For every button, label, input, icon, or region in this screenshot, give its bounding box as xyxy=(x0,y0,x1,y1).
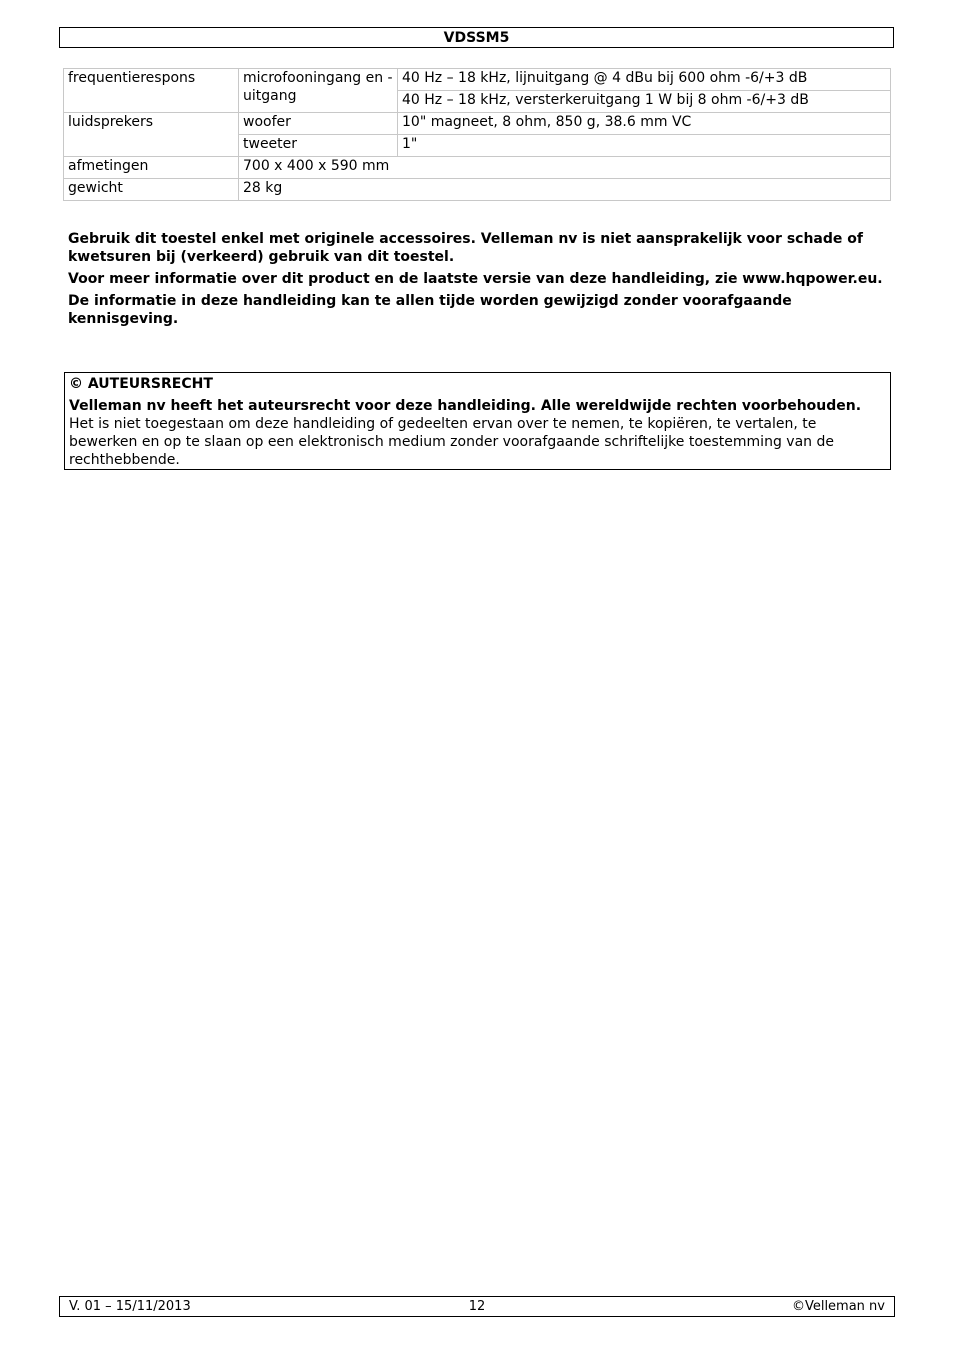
page-header xyxy=(59,27,894,48)
spec-label-dimensions: afmetingen xyxy=(64,157,239,179)
copyright-body: Het is niet toegestaan om deze handleiding of gedeelten ervan over te nemen, te kopiëren, te vertalen, te bewerken en op te slaan op een elektronisch medium zonder voorafgaande schriftelijke toestemming van de rechthebbende. xyxy=(69,416,834,468)
note-more-info: Voor meer informatie over dit product en de laatste versie van deze handleiding, zie www.hqpower.eu. xyxy=(68,271,883,287)
note-changes: De informatie in deze handleiding kan te allen tijde worden gewijzigd zonder voorafgaande kennisgeving. xyxy=(68,293,792,327)
spec-label-frequency: frequentierespons xyxy=(64,69,239,113)
footer-page-number: 12 xyxy=(468,1299,486,1314)
spec-value-line-out: 40 Hz – 18 kHz, lijnuitgang @ 4 dBu bij 600 ohm -6/+3 dB xyxy=(398,69,891,91)
table-row xyxy=(64,179,891,201)
page-footer xyxy=(59,1296,895,1317)
spec-value-dimensions: 700 x 400 x 590 mm xyxy=(239,157,891,179)
copyright-title: © AUTEURSRECHT xyxy=(69,376,213,392)
table-row xyxy=(64,113,891,135)
spec-value-woofer: 10" magneet, 8 ohm, 850 g, 38.6 mm VC xyxy=(398,113,891,135)
spec-value-amp-out: 40 Hz – 18 kHz, versterkeruitgang 1 W bij 8 ohm -6/+3 dB xyxy=(398,91,891,113)
footer-version: V. 01 – 15/11/2013 xyxy=(69,1299,191,1314)
specifications-table xyxy=(63,68,891,201)
spec-value-weight: 28 kg xyxy=(239,179,891,201)
spec-sublabel-woofer: woofer xyxy=(239,113,398,135)
product-code: VDSSM5 xyxy=(443,30,510,46)
spec-label-weight: gewicht xyxy=(64,179,239,201)
spec-value-tweeter: 1" xyxy=(398,135,891,157)
note-accessories: Gebruik dit toestel enkel met originele accessoires. Velleman nv is niet aansprakelijk voor schade of kwetsuren bij (verkeerd) gebruik van dit toestel. xyxy=(68,231,863,265)
spec-sublabel-tweeter: tweeter xyxy=(239,135,398,157)
spec-label-speakers: luidsprekers xyxy=(64,113,239,157)
table-row xyxy=(64,69,891,91)
copyright-lead: Velleman nv heeft het auteursrecht voor deze handleiding. Alle wereldwijde rechten voorbehouden. xyxy=(69,398,862,414)
footer-copyright: ©Velleman nv xyxy=(791,1299,885,1314)
table-row xyxy=(64,157,891,179)
spec-sublabel-mic-io: microfooningang en -uitgang xyxy=(239,69,398,113)
copyright-box xyxy=(64,372,891,470)
notes-section xyxy=(68,230,890,332)
